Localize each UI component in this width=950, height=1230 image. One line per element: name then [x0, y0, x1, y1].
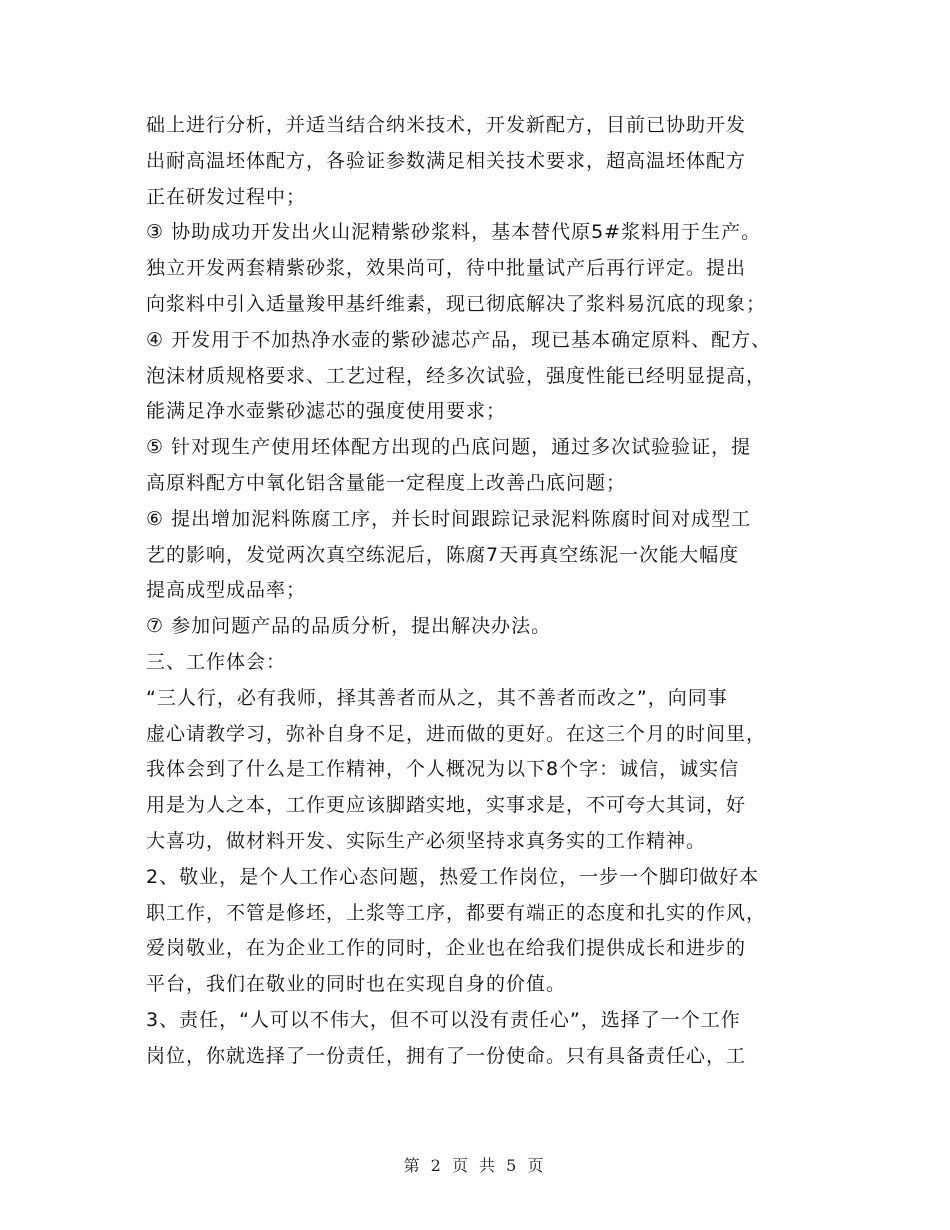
- page-number-footer: 第 2 页 共 5 页: [403, 1156, 547, 1175]
- text-line: 础上进行分析，并适当结合纳米技术，开发新配方，目前已协助开发: [146, 114, 747, 136]
- section-heading: 三、工作体会：: [146, 650, 287, 673]
- text-line: “三人行，必有我师，择其善者而从之，其不善者而改之”，向同事: [146, 686, 728, 709]
- text-line: 3、责任，“人可以不伟大，但不可以没有责任心”，选择了一个工作: [146, 1008, 741, 1031]
- document-body: [146, 108, 816, 1075]
- text-line: 岗位，你就选择了一份责任，拥有了一份使命。只有具备责任心，工: [146, 1044, 747, 1067]
- text-line: 提高成型成品率；: [146, 579, 307, 602]
- text-line: 泡沫材质规格要求、工艺过程，经多次试验，强度性能已经明显提高，: [146, 364, 767, 387]
- text-line: 独立开发两套精紫砂浆，效果尚可，待中批量试产后再行评定。提出: [146, 257, 747, 280]
- text-line: 爱岗敬业，在为企业工作的同时，企业也在给我们提供成长和进步的: [146, 937, 747, 960]
- text-line: ⑦ 参加问题产品的品质分析，提出解决办法。: [146, 615, 552, 638]
- text-line: 用是为人之本，工作更应该脚踏实地，实事求是，不可夸大其词，好: [146, 794, 747, 817]
- text-line: 向浆料中引入适量羧甲基纤维素，现已彻底解决了浆料易沉底的现象；: [146, 292, 767, 315]
- text-line: 正在研发过程中；: [146, 185, 307, 208]
- text-line: ③ 协助成功开发出火山泥精紫砂浆料，基本替代原5#浆料用于生产。: [146, 221, 762, 244]
- text-line: 能满足净水壶紫砂滤芯的强度使用要求；: [146, 400, 507, 423]
- text-line: 出耐高温坯体配方，各验证参数满足相关技术要求，超高温坯体配方: [146, 149, 747, 172]
- text-line: 平台，我们在敬业的同时也在实现自身的价值。: [146, 973, 567, 996]
- text-line: 2、敬业，是个人工作心态问题，热爱工作岗位，一步一个脚印做好本: [146, 865, 760, 888]
- text-line: 大喜功，做材料开发、实际生产必须坚持求真务实的工作精神。: [146, 829, 707, 852]
- text-line: 职工作，不管是修坯，上浆等工序，都要有端正的态度和扎实的作风，: [146, 901, 767, 924]
- text-line: 艺的影响，发觉两次真空练泥后，陈腐7天再真空练泥一次能大幅度: [146, 543, 740, 566]
- text-line: 我体会到了什么是工作精神，个人概况为以下8个字：诚信，诚实信: [146, 758, 740, 781]
- text-line: ⑥ 提出增加泥料陈腐工序，并长时间跟踪记录泥料陈腐时间对成型工: [146, 507, 752, 530]
- text-line: ⑤ 针对现生产使用坯体配方出现的凸底问题，通过多次试验验证，提: [146, 436, 752, 459]
- text-line: 高原料配方中氧化铝含量能一定程度上改善凸底问题；: [146, 471, 627, 494]
- text-line: 虚心请教学习，弥补自身不足，进而做的更好。在这三个月的时间里，: [146, 722, 767, 745]
- text-line: ④ 开发用于不加热净水壶的紫砂滤芯产品，现已基本确定原料、配方、: [146, 328, 772, 351]
